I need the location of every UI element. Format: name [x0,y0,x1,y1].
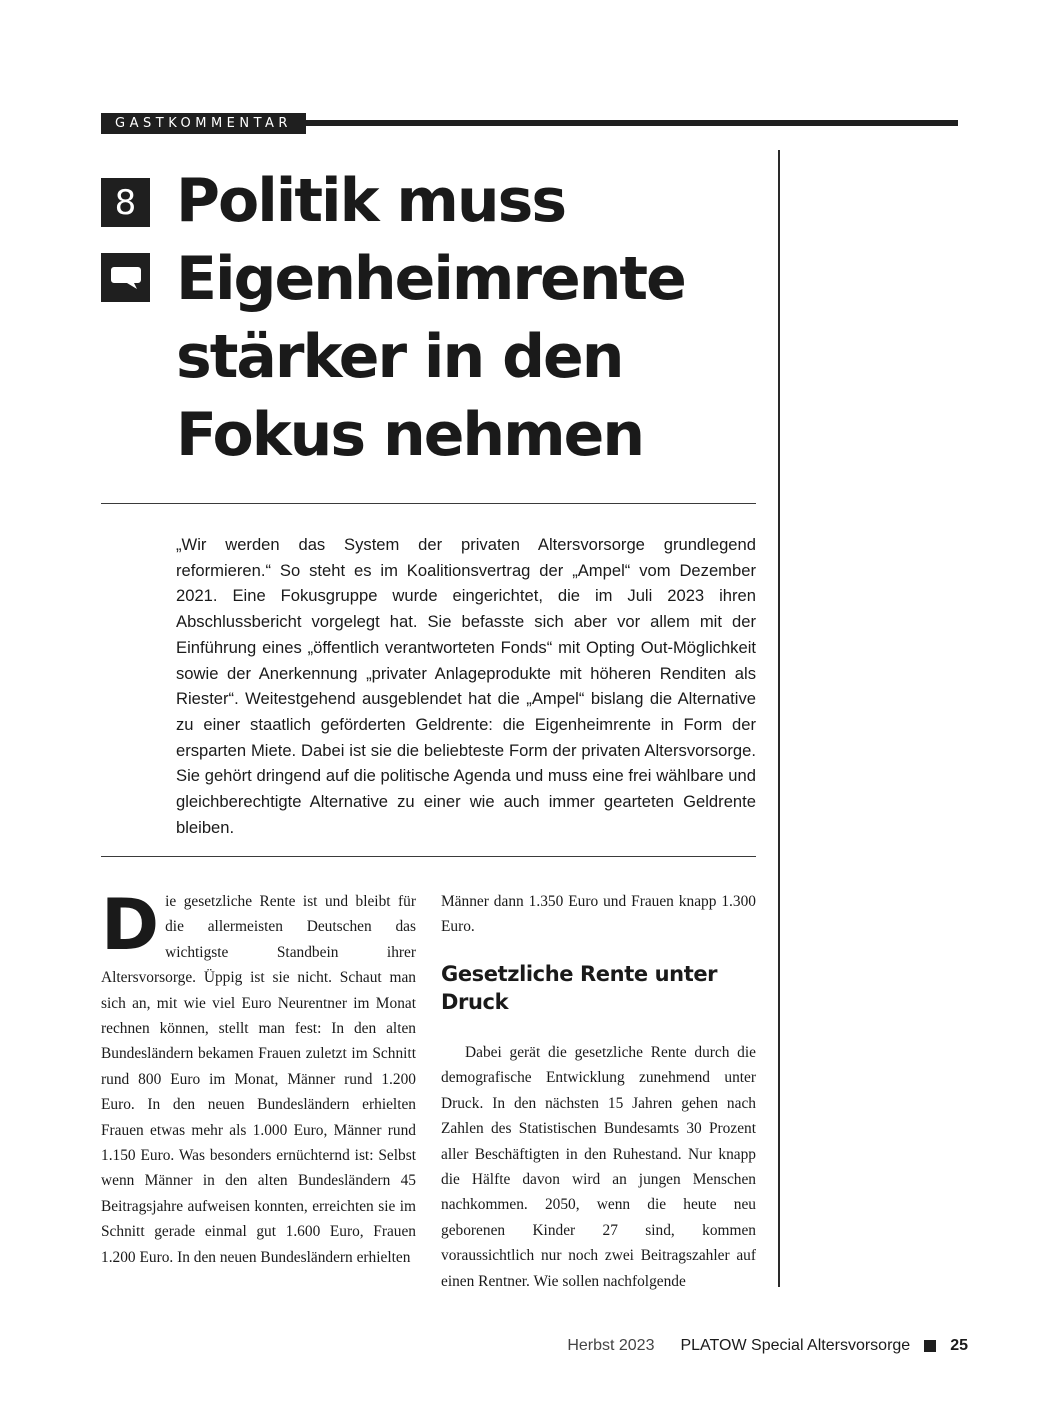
footer-square-icon [924,1340,936,1352]
page-number: 25 [950,1337,968,1354]
body-column-2-intro: Männer dann 1.350 Euro und Frauen knapp 1.300 Euro. [441,893,756,936]
lead-bottom-rule [101,856,756,857]
comment-badge [101,253,150,302]
lead-top-rule [101,503,756,504]
article-headline: Politik muss Eigenheimrente stärker in den Fokus nehmen [176,166,685,470]
footer-publication: PLATOW Special Altersvorsorge [680,1337,911,1354]
body-column-2-text: Dabei gerät die gesetzliche Rente durch die demografische Entwicklung zunehmend unter Druck. In den nächsten 15 Jahren gehen nach Zahlen des Statistischen Bundesamts 30 Prozent aller Beschäftigten in den Ruhestand. Nur knapp die Hälfte davon wird an jungen Menschen nachkommen. 2050, wenn die heute neu geborenen Kinder 27 sind, kommen voraussichtlich nur noch zwei Beitragszahler auf einen Rentner. Wie sollen nachfolgende [441,1044,756,1290]
column-divider [778,150,780,1287]
article-number: 8 [114,182,137,223]
article-number-badge [101,178,150,227]
section-kicker: GASTKOMMENTAR [101,113,306,134]
speech-bubble-icon [109,265,143,291]
page-footer [567,1334,968,1358]
body-column-1-text: ie gesetzliche Rente ist und bleibt für die allermeisten Deutschen das wichtigste Standbein ihrer Altersvorsorge. Üppig ist sie nicht. Schaut man sich an, mit wie viel Euro Neurentner im Monat rechnen können, stellt man fest: In den alten Bundesländern bekamen Frauen zuletzt im Schnitt rund 800 Euro im Monat, Männer rund 1.200 Euro. In den neuen Bundesländern erhielten Frauen etwas mehr als 1.000 Euro, Männer rund 1.150 Euro. Was besonders ernüchternd ist: Selbst wenn Männer in den alten Bundesländern 45 Beitragsjahre aufweisen konnten, erreichten sie im Schnitt gerade einmal gut 1.600 Euro, Frauen 1.200 Euro. In den neuen Bundesländern erhielten [101,893,416,1266]
lead-paragraph: „Wir werden das System der privaten Altersvorsorge grundlegend reformieren.“ So steht es im Koalitionsvertrag der „Ampel“ vom Dezember 2021. Eine Fokusgruppe wurde eingerichtet, die im Juli 2023 ihren Abschlussbericht vorgelegt hat. Sie befasste sich aber vor allem mit der Einführung eines „öffentlich verantworteten Fonds“ mit Opting Out-Möglichkeit sowie der Anerkennung „privater Anlageprodukte mit höheren Renditen als Riester“. Weitestgehend ausgeblendet hat die „Ampel“ bislang die Alternative zu einer staatlich geförderten Geldrente: die Eigenheimrente in Form der ersparten Miete. Dabei ist sie die beliebteste Form der privaten Altersvorsorge. Sie gehört dringend auf die politische Agenda und muss eine frei wählbare und gleichberechtigte Alternative zu einer wie auch immer gearteten Geldrente bleiben. [176,535,756,837]
footer-season: Herbst 2023 [567,1337,655,1354]
body-column-1 [101,884,416,1270]
drop-cap: D [101,884,160,966]
section-subheading: Gesetzliche Rente unter Druck [441,962,718,1014]
kicker-rule [306,120,958,126]
